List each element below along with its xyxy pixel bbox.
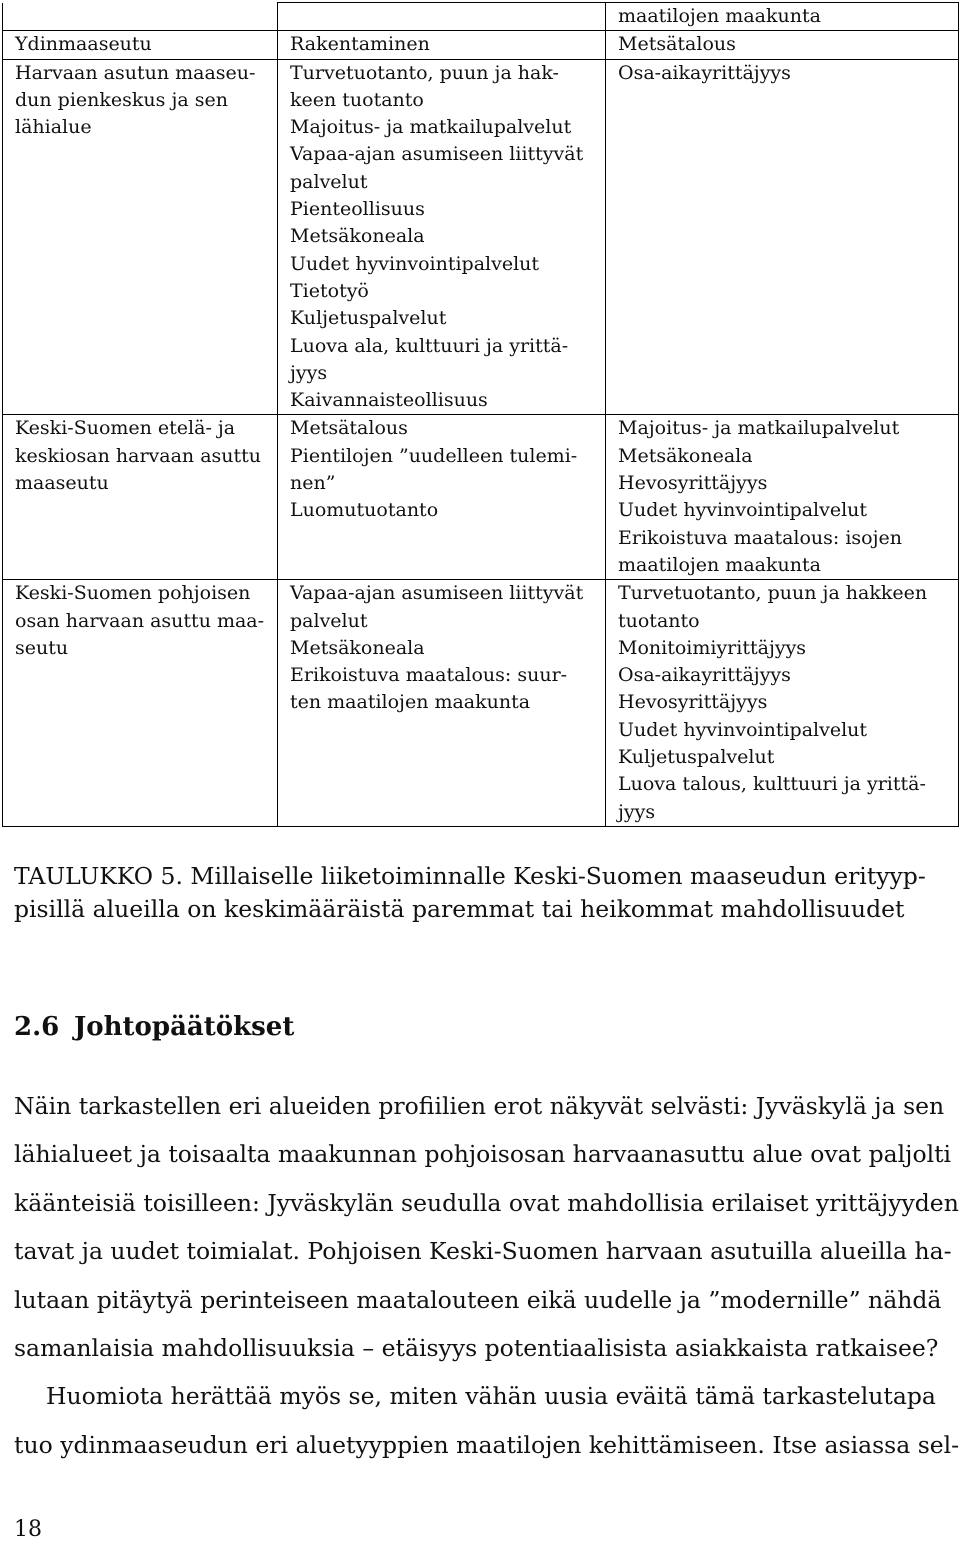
table-row bbox=[3, 59, 959, 415]
cell-line: Vapaa-ajan asumiseen liittyvät bbox=[290, 143, 584, 166]
cell-line: lähialue bbox=[15, 116, 92, 139]
cell-line: Turvetuotanto, puun ja hak- bbox=[290, 61, 559, 84]
cell-line: Monitoimiyrittäjyys bbox=[618, 636, 807, 659]
caption-line: pisillä alueilla on keskimääräistä paremmat tai heikommat mahdollisuudet bbox=[14, 894, 905, 923]
cell-line: Pientilojen ”uudelleen tulemi- bbox=[290, 444, 578, 467]
table-continuation-row bbox=[3, 3, 959, 31]
paragraph-line: Näin tarkastellen eri alueiden profiilien erot näkyvät selvästi: Jyväskylä ja sen bbox=[14, 1092, 945, 1120]
paragraph-line: tavat ja uudet toimialat. Pohjoisen Keski-Suomen harvaan asutuilla alueilla ha- bbox=[14, 1237, 952, 1266]
cell-line: Erikoistuva maatalous: suur- bbox=[290, 664, 568, 687]
weaker-cell bbox=[278, 415, 606, 580]
continuation-cell bbox=[606, 3, 959, 31]
cell-line: Luomutuotanto bbox=[290, 499, 439, 522]
header-cell-weaker bbox=[278, 31, 606, 59]
cell-line: jyys bbox=[290, 361, 328, 384]
cell-line: palvelut bbox=[290, 170, 368, 193]
paragraph-line: samanlaisia mahdollisuuksia – etäisyys potentiaalisista asiakkaista ratkaisee? bbox=[14, 1334, 939, 1363]
paragraph-line: Huomiota herättää myös se, miten vähän uusia eväitä tämä tarkastelutapa bbox=[46, 1382, 936, 1411]
area-cell bbox=[3, 580, 278, 827]
table-header-row bbox=[3, 31, 959, 59]
section-title: Johtopäätökset bbox=[74, 1012, 295, 1042]
cell-line: Tietotyö bbox=[290, 279, 369, 302]
paragraph-line: käänteisiä toisilleen: Jyväskylän seudulla ovat mahdollisia erilaiset yrittäjyyden bbox=[14, 1188, 959, 1217]
cell-line: palvelut bbox=[290, 609, 368, 632]
cell-line: Uudet hyvinvointipalvelut bbox=[618, 499, 868, 522]
cell-line: keen tuotanto bbox=[290, 88, 424, 111]
header-text: Ydinmaaseutu bbox=[15, 33, 152, 56]
business-opportunities-table bbox=[2, 2, 959, 827]
cell-line: keskiosan harvaan asuttu bbox=[15, 444, 262, 467]
cell-line: Osa-aikayrittäjyys bbox=[618, 664, 791, 687]
weaker-cell bbox=[278, 59, 606, 415]
cell-line: maatilojen maakunta bbox=[618, 553, 821, 576]
continuation-empty-cell bbox=[278, 3, 606, 31]
paragraph-line: lähialueet ja toisaalta maakunnan pohjoisosan harvaanasuttu alue ovat paljolti bbox=[14, 1140, 952, 1169]
better-cell bbox=[606, 59, 959, 415]
cell-line: Harvaan asutun maaseu- bbox=[15, 61, 256, 84]
table-caption bbox=[14, 860, 954, 925]
cell-line: Keski-Suomen etelä- ja bbox=[15, 417, 236, 440]
cell-line: tuotanto bbox=[618, 609, 700, 632]
header-text: Rakentaminen bbox=[290, 33, 430, 56]
cell-line: Majoitus- ja matkailupalvelut bbox=[290, 116, 572, 139]
cell-line: Kuljetuspalvelut bbox=[618, 746, 775, 769]
cell-line: Hevosyrittäjyys bbox=[618, 691, 768, 714]
section-heading bbox=[14, 1012, 294, 1042]
table-row bbox=[3, 580, 959, 827]
cell-line: Erikoistuva maatalous: isojen bbox=[618, 526, 902, 549]
cell-line: Metsäkoneala bbox=[290, 225, 425, 248]
better-cell bbox=[606, 580, 959, 827]
cell-line: Metsäkoneala bbox=[290, 636, 425, 659]
cell-line: Uudet hyvinvointipalvelut bbox=[290, 252, 540, 275]
page-number: 18 bbox=[14, 1517, 42, 1542]
section-number: 2.6 bbox=[14, 1012, 60, 1042]
cell-line: Luova talous, kulttuuri ja yrittä- bbox=[618, 773, 926, 796]
cell-line: seutu bbox=[15, 636, 69, 659]
paragraph-line: lutaan pitäytyä perinteiseen maatalouteen eikä uudelle ja ”modernille” nähdä bbox=[14, 1285, 942, 1314]
better-cell bbox=[606, 415, 959, 580]
cell-line: nen” bbox=[290, 472, 336, 495]
cell-line: maaseutu bbox=[15, 472, 109, 495]
cell-line: Kaivannaisteollisuus bbox=[290, 389, 488, 412]
cell-line: dun pienkeskus ja sen bbox=[15, 88, 228, 111]
header-cell-area bbox=[3, 31, 278, 59]
cell-line: Osa-aikayrittäjyys bbox=[618, 61, 791, 84]
header-text: Metsätalous bbox=[618, 33, 736, 56]
cell-line: Turvetuotanto, puun ja hakkeen bbox=[618, 582, 928, 605]
cell-line: Luova ala, kulttuuri ja yrittä- bbox=[290, 334, 569, 357]
cell-line: Majoitus- ja matkailupalvelut bbox=[618, 417, 900, 440]
cell-line: Metsäkoneala bbox=[618, 444, 753, 467]
area-cell bbox=[3, 59, 278, 415]
area-cell bbox=[3, 415, 278, 580]
cell-line: Pienteollisuus bbox=[290, 198, 425, 221]
cell-line: jyys bbox=[618, 800, 656, 823]
body-text bbox=[14, 1082, 960, 1469]
cell-line: Hevosyrittäjyys bbox=[618, 472, 768, 495]
cell-line: Uudet hyvinvointipalvelut bbox=[618, 718, 868, 741]
cell-line: Vapaa-ajan asumiseen liittyvät bbox=[290, 582, 584, 605]
weaker-cell bbox=[278, 580, 606, 827]
caption-line: TAULUKKO 5. Millaiselle liiketoiminnalle Keski-Suomen maaseudun erityyp- bbox=[14, 862, 926, 890]
paragraph-line: tuo ydinmaaseudun eri aluetyyppien maatilojen kehittämiseen. Itse asiassa sel- bbox=[14, 1430, 960, 1459]
cell-line: Keski-Suomen pohjoisen bbox=[15, 582, 251, 605]
continuation-text: maatilojen maakunta bbox=[618, 5, 821, 27]
cell-line: ten maatilojen maakunta bbox=[290, 691, 531, 714]
header-cell-better bbox=[606, 31, 959, 59]
cell-line: Metsätalous bbox=[290, 417, 408, 440]
continuation-empty-cell bbox=[3, 3, 278, 31]
cell-line: osan harvaan asuttu maa- bbox=[15, 609, 265, 632]
cell-line: Kuljetuspalvelut bbox=[290, 307, 447, 330]
table-row bbox=[3, 415, 959, 580]
